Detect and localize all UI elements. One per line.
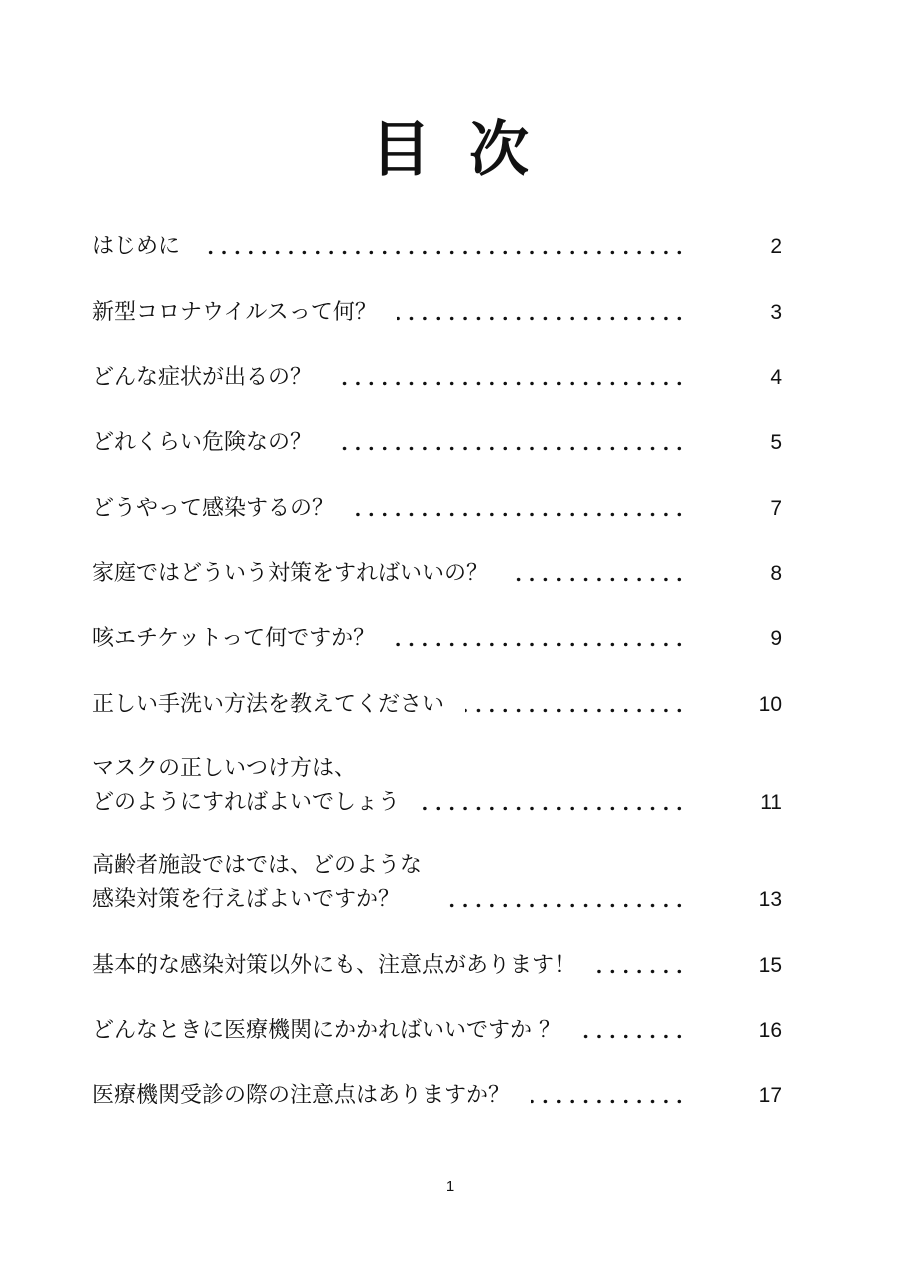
toc-entry-title-line: どんな症状が出るの？ — [92, 365, 313, 390]
toc-entry-page-number: 9 — [770, 627, 782, 650]
toc-entry-title-line: 基本的な感染対策以外にも、注意点があります！ — [92, 953, 577, 978]
toc-entry-title — [92, 688, 444, 722]
toc-entry[interactable] — [92, 849, 782, 917]
toc-entry[interactable] — [92, 361, 782, 395]
toc-entry-title — [92, 557, 488, 591]
toc-dot-leader — [421, 806, 686, 811]
footer-page-number: 1 — [445, 1178, 455, 1195]
toc-entry-title — [92, 230, 180, 264]
toc-dot-leader — [443, 903, 686, 908]
toc-entry-page-number: 10 — [758, 693, 782, 716]
toc-entry-title-line: どんなときに医療機関にかかればいいですか ？ — [92, 1018, 561, 1043]
toc-entry-page-number: 8 — [770, 562, 782, 585]
toc-dot-leader — [581, 1034, 686, 1039]
toc-dot-leader — [333, 381, 686, 386]
toc-entry-title-line: 感染対策を行えばよいですか？ — [92, 887, 401, 912]
toc-entry[interactable] — [92, 557, 782, 591]
toc-entry[interactable] — [92, 688, 782, 722]
toc-entry-title — [92, 296, 377, 330]
toc-dot-leader — [531, 1099, 686, 1104]
toc-entry-title-line: マスクの正しいつけ方は、 — [92, 756, 357, 781]
toc-entry[interactable] — [92, 622, 782, 656]
toc-entry[interactable] — [92, 492, 782, 526]
toc-dot-leader — [333, 446, 686, 451]
toc-entry-title — [92, 1079, 510, 1113]
toc-entry[interactable] — [92, 426, 782, 460]
toc-entry-title-line: どのようにすればよいでしょう — [92, 790, 401, 815]
toc-entry-page-number: 3 — [770, 301, 782, 324]
toc-entry-title-line: 咳エチケットって何ですか？ — [92, 626, 376, 651]
toc-entry-title — [92, 1014, 561, 1048]
toc-entry-page-number: 17 — [758, 1084, 782, 1107]
toc-entry-title-line: 新型コロナウイルスって何？ — [92, 300, 377, 325]
toc-entry-title — [92, 622, 375, 656]
toc-entry-title-line: どれくらい危険なの？ — [92, 430, 313, 455]
toc-entry-page-number: 7 — [770, 497, 782, 520]
toc-entry-title-line: はじめに — [92, 234, 181, 259]
toc-entry-title — [92, 949, 576, 983]
page-title: 目次 — [371, 115, 567, 185]
toc-dot-leader — [465, 708, 686, 713]
toc-entry-page-number: 4 — [770, 366, 782, 389]
toc-entry-title — [92, 361, 312, 395]
toc-entry[interactable] — [92, 1014, 782, 1048]
toc-entry-page-number: 2 — [770, 235, 782, 258]
toc-dot-leader — [509, 577, 686, 582]
toc-entry-page-number: 16 — [758, 1019, 782, 1042]
toc-entry[interactable] — [92, 949, 782, 983]
toc-entry-page-number: 13 — [758, 888, 782, 911]
toc-dot-leader — [201, 250, 686, 255]
toc-entry-title — [92, 426, 312, 460]
toc-dot-leader — [397, 316, 686, 321]
toc-dot-leader — [597, 969, 686, 974]
toc-entry-title-line: 医療機関受診の際の注意点はありますか？ — [92, 1083, 511, 1108]
toc-entry-page-number: 5 — [770, 431, 782, 454]
toc-entry-page-number: 15 — [758, 954, 782, 977]
toc-entry-title-line: 家庭ではどういう対策をすればいいの？ — [92, 561, 489, 586]
toc-entry-title — [92, 849, 422, 917]
toc-entry[interactable] — [92, 1079, 782, 1113]
toc-entry-title-line: 高齢者施設ではでは、どのような — [92, 853, 423, 878]
toc-entry[interactable] — [92, 752, 782, 820]
toc-entry-title-line: 正しい手洗い方法を教えてください — [92, 692, 445, 717]
toc-entry[interactable] — [92, 296, 782, 330]
toc-entry[interactable] — [92, 230, 782, 264]
toc-dot-leader — [355, 512, 686, 517]
toc-entry-title — [92, 492, 334, 526]
toc-dot-leader — [396, 642, 686, 647]
toc-entry-page-number: 11 — [760, 791, 782, 814]
toc-entry-title — [92, 752, 400, 820]
toc-entry-title-line: どうやって感染するの？ — [92, 496, 335, 521]
